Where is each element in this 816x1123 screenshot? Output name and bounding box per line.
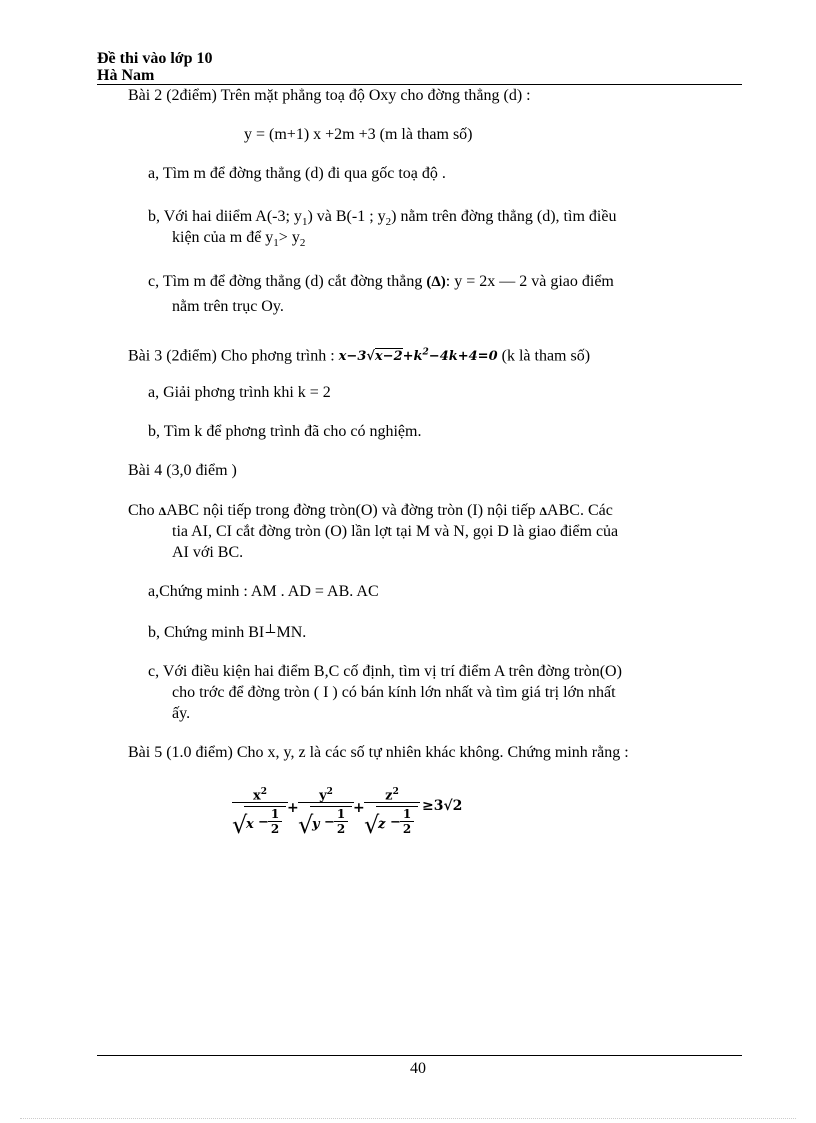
page-number: 40 (410, 1060, 426, 1077)
bai3-title-text: Bài 3 (2điểm) Cho phơng trình : (128, 347, 335, 365)
bai2-b-text-1: b, Với hai diiểm A(-3; y (148, 208, 302, 225)
bai2-b-sub-2: 2 (385, 216, 392, 229)
bai2-b-text-3: ) nằm trên đờng thẳng (d), tìm điều (391, 208, 617, 225)
plus-sign: + (287, 800, 299, 816)
perpendicular-icon: ⊥ (264, 621, 277, 636)
bai4-b-text-1: b, Chứng minh BI (148, 624, 265, 641)
fraction-x (232, 784, 288, 842)
page-edge-divider (20, 1118, 796, 1119)
bai4-intro-text-2: ABC. Các (547, 502, 613, 519)
bai3-part-b: b, Tìm k để phơng trình đã cho có nghiệm. (148, 423, 422, 440)
fraction-numerator: $z^2$ (385, 787, 399, 804)
sqrt-icon: √ (366, 349, 375, 365)
bai3-eq-k: +k (402, 349, 423, 365)
bai4-part-c: c, Với điều kiện hai điểm B,C cố định, tìm vị trí điểm A trên đờng tròn(O) (148, 663, 622, 680)
bai2-b2-sub-1: 1 (273, 237, 279, 250)
delta-symbol: (Δ) (426, 274, 446, 290)
bai2-b2-text-2: > y (278, 229, 300, 246)
header-divider (97, 84, 742, 85)
bai4-b-text-2: MN. (276, 624, 307, 641)
bai4-part-c-line3: ấy. (172, 705, 191, 722)
fraction-denominator: √ x − 1 2 (232, 804, 288, 842)
bai2-b-sub-1: 1 (301, 216, 308, 229)
fraction-z (364, 784, 420, 842)
bai4-intro-cho: Cho (128, 502, 155, 519)
bai3-title-suffix: (k là tham số) (501, 347, 591, 365)
bai2-b2-sub-2: 2 (299, 237, 306, 250)
bai3-eq-exp: 2 (422, 348, 429, 358)
bai3-eq-radicand: x−2 (374, 349, 403, 365)
sqrt-icon: √ (298, 811, 314, 839)
bai4-intro-text-1: ABC nội tiếp trong đờng tròn(O) và đờng tròn (I) nội tiếp (166, 502, 536, 519)
bai4-part-c-line2: cho trớc để đờng tròn ( I ) có bán kính lớn nhất và tìm giá trị lớn nhất (172, 684, 616, 701)
bai2-part-c-line2: nằm trên trục Oy. (172, 298, 284, 315)
bai2-part-b-line2 (172, 229, 305, 252)
bai2-b2-text-1: kiện của m để y (172, 229, 274, 246)
fraction-numerator: $x^2$ (252, 787, 268, 804)
header-title: Đề thi vào lớp 10 (97, 50, 213, 67)
footer-divider (97, 1055, 742, 1056)
header-province: Hà Nam (97, 67, 155, 84)
bai2-c-text-2: : y = 2x — 2 và giao điểm (445, 273, 614, 290)
half-fraction: 1 2 (334, 807, 348, 836)
bai3-equation (339, 349, 498, 364)
bai3-part-a: a, Giải phơng trình khi k = 2 (148, 384, 331, 401)
fraction-denominator: √ y − 1 2 (298, 804, 354, 842)
bai4-intro-line2: tia AI, CI cắt đờng tròn (O) lần lợt tại M và N, gọi D là giao điểm của (172, 523, 619, 540)
sqrt-icon: √ (232, 811, 248, 839)
bai4-part-b (148, 621, 307, 642)
bai4-part-a: a,Chứng minh : AM . AD = AB. AC (148, 583, 379, 600)
bai2-part-a: a, Tìm m để đờng thẳng (d) đi qua gốc toạ độ . (148, 165, 446, 182)
page-header (97, 50, 213, 84)
bai2-part-c (148, 273, 614, 291)
sqrt-icon: √ (364, 811, 380, 839)
half-fraction: 1 2 (268, 807, 282, 836)
bai2-part-b (148, 208, 616, 231)
bai5-title: Bài 5 (1.0 điểm) Cho x, y, z là các số tự nhiên khác không. Chứng minh rằng : (128, 744, 629, 761)
fraction-denominator: √ z − 1 2 (364, 804, 420, 842)
bai2-equation: y = (m+1) x +2m +3 (m là tham số) (244, 126, 473, 143)
bai2-title: Bài 2 (2điểm) Trên mặt phẳng toạ độ Oxy cho đờng thẳng (d) : (128, 87, 531, 104)
plus-sign: + (353, 800, 365, 816)
triangle-icon: Δ (539, 504, 548, 518)
half-fraction: 1 2 (400, 807, 414, 836)
inequality-rhs: ≥3√2 (422, 798, 463, 814)
bai3-title (128, 344, 590, 366)
bai2-c-text-1: c, Tìm m để đờng thẳng (d) cắt đờng thẳng (148, 273, 423, 290)
bai2-b-text-2: ) và B(-1 ; y (307, 208, 386, 225)
bai4-intro (128, 502, 613, 520)
bai3-eq-x: x−3 (338, 349, 367, 365)
triangle-icon: Δ (158, 504, 167, 518)
fraction-numerator: $y^2$ (319, 787, 333, 804)
fraction-y (298, 784, 354, 842)
bai4-intro-line3: AI với BC. (172, 544, 244, 561)
bai4-title: Bài 4 (3,0 điểm ) (128, 462, 237, 479)
bai3-eq-rest: −4k+4=0 (428, 349, 498, 365)
